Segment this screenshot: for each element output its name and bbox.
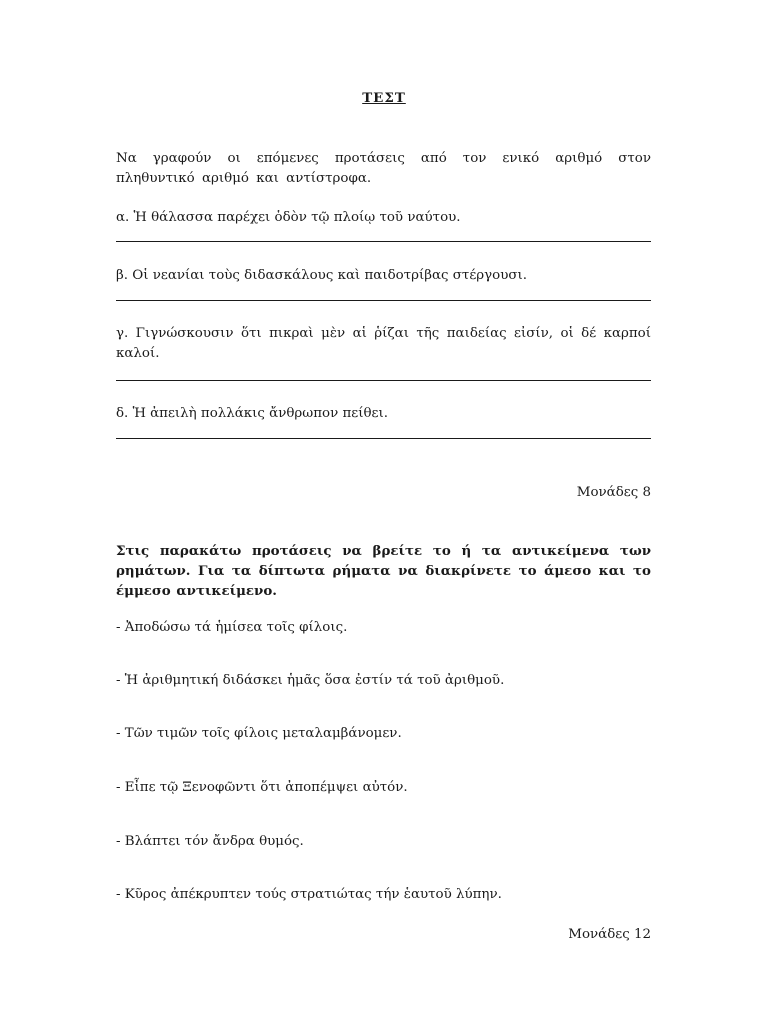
sentence-item-1: - Ἀποδώσω τά ἡμίσεα τοῖς φίλοις. bbox=[116, 620, 348, 635]
section2-points: Μονάδες 12 bbox=[568, 927, 651, 942]
sentence-item-6: - Κῦρος ἀπέκρυπτεν τούς στρατιώτας τήν ἑαυτοῦ λύπην. bbox=[116, 887, 502, 902]
sentence-item-5: - Βλάπτει τόν ἄνδρα θυμός. bbox=[116, 834, 304, 849]
sentence-item-3: - Τῶν τιμῶν τοῖς φίλοις μεταλαμβάνομεν. bbox=[116, 726, 402, 741]
exercise-item-b: β. Οἱ νεανίαι τοὺς διδασκάλους καὶ παιδοτρίβας στέργουσι. bbox=[116, 268, 527, 283]
sentence-item-2: - Ἡ ἀριθμητική διδάσκει ἡμᾶς ὅσα ἐστίν τά τοῦ ἀριθμοῦ. bbox=[116, 673, 505, 688]
section1-instruction: Να γραφούν οι επόμενες προτάσεις από τον ενικό αριθμό στον πληθυντικό αριθμό και αντίστροφα. bbox=[116, 151, 651, 186]
answer-line-b bbox=[116, 300, 651, 301]
page-title: ΤΕΣΤ bbox=[362, 90, 406, 106]
answer-line-a bbox=[116, 241, 651, 242]
section1-points: Μονάδες 8 bbox=[576, 485, 651, 500]
section2-instruction: Στις παρακάτω προτάσεις να βρείτε το ή τα αντικείμενα των ρημάτων. Για τα δίπτωτα ρήματα να διακρίνετε το άμεσο και το έμμεσο αντικείμενο. bbox=[116, 543, 651, 599]
answer-line-d bbox=[116, 438, 651, 439]
answer-line-c bbox=[116, 380, 651, 381]
exercise-item-c: γ. Γιγνώσκουσιν ὅτι πικραὶ μὲν αἱ ῥίζαι τῆς παιδείας εἰσίν, οἱ δέ καρποί καλοί. bbox=[116, 326, 651, 361]
exercise-item-d: δ. Ἡ ἀπειλὴ πολλάκις ἄνθρωπον πείθει. bbox=[116, 406, 388, 421]
sentence-item-4: - Εἶπε τῷ Ξενοφῶντι ὅτι ἀποπέμψει αὐτόν. bbox=[116, 780, 408, 795]
exercise-item-a: α. Ἡ θάλασσα παρέχει ὁδὸν τῷ πλοίῳ τοῦ ναύτου. bbox=[116, 210, 461, 225]
